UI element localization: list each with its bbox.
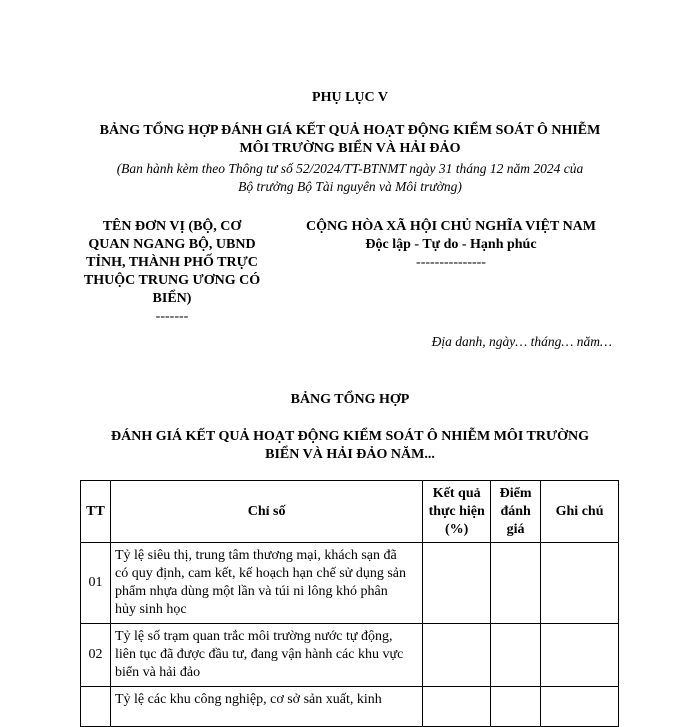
row-note-cell[interactable] (541, 624, 619, 687)
evaluation-title (0, 428, 700, 464)
summary-table (80, 480, 619, 727)
row-tt (81, 687, 111, 727)
nation-motto: Độc lập - Tự do - Hạnh phúc (365, 237, 537, 252)
issued-note (0, 160, 700, 196)
indicator-line: Tỷ lệ siêu thị, trung tâm thương mại, khách sạn đã (114, 548, 397, 563)
unit-name-line: QUAN NGANG BỘ, UBND (88, 237, 256, 252)
issued-note-line: (Ban hành kèm theo Thông tư số 52/2024/TT-BTNMT ngày 31 tháng 12 năm 2024 của (116, 161, 584, 176)
row-score-cell[interactable] (491, 624, 541, 687)
unit-name-line: THUỘC TRUNG ƯƠNG CÓ (83, 273, 261, 288)
row-note-cell[interactable] (541, 687, 619, 727)
header-result-line: Kết quả (432, 485, 481, 501)
row-indicator (110, 687, 422, 727)
header-score-line: giá (506, 521, 525, 537)
unit-name-line: TÊN ĐƠN VỊ (BỘ, CƠ (102, 219, 242, 234)
row-indicator (110, 543, 422, 624)
header-indicator: Chỉ số (110, 481, 422, 543)
header-result (423, 481, 491, 543)
table-row (81, 543, 619, 624)
row-indicator (110, 624, 422, 687)
evaluation-title-line: BIỂN VÀ HẢI ĐẢO NĂM... (265, 447, 435, 462)
header-score-line: đánh (500, 503, 531, 519)
row-tt: 01 (81, 543, 111, 624)
header-tt: TT (81, 481, 111, 543)
row-note-cell[interactable] (541, 543, 619, 624)
summary-title: BẢNG TỔNG HỢP (290, 392, 410, 407)
main-title-line: BẢNG TỔNG HỢP ĐÁNH GIÁ KẾT QUẢ HOẠT ĐỘNG KIỂM SOÁT Ô NHIỄM (99, 123, 601, 138)
row-result-cell[interactable] (423, 624, 491, 687)
unit-name-block (72, 218, 272, 326)
indicator-line: Tỷ lệ các khu công nghiệp, cơ sở sản xuất, kinh (114, 692, 382, 707)
indicator-line: liên tục đã được đầu tư, đang vận hành các khu vực (114, 647, 404, 662)
header-note: Ghi chú (541, 481, 619, 543)
nation-name: CỘNG HÒA XÃ HỘI CHỦ NGHĨA VIỆT NAM (305, 219, 596, 234)
row-score-cell[interactable] (491, 687, 541, 727)
place-date: Địa danh, ngày… tháng… năm… (431, 334, 612, 349)
indicator-line: biển và hải đảo (114, 665, 201, 680)
main-title-line: MÔI TRƯỜNG BIỂN VÀ HẢI ĐẢO (239, 141, 461, 156)
evaluation-title-line: ĐÁNH GIÁ KẾT QUẢ HOẠT ĐỘNG KIỂM SOÁT Ô NHIỄM MÔI TRƯỜNG (111, 429, 589, 444)
row-result-cell[interactable] (423, 687, 491, 727)
unit-name-line: TỈNH, THÀNH PHỐ TRỰC (86, 255, 258, 270)
indicator-line: phẩm nhựa dùng một lần và túi ni lông khó phân (114, 584, 388, 599)
row-tt: 02 (81, 624, 111, 687)
main-title (0, 122, 700, 158)
indicator-line: có quy định, cam kết, kế hoạch hạn chế sử dụng sản (114, 566, 406, 581)
nation-divider: --------------- (416, 255, 486, 270)
table-row (81, 624, 619, 687)
table-row (81, 687, 619, 727)
row-result-cell[interactable] (423, 543, 491, 624)
unit-divider: ------- (155, 309, 189, 324)
indicator-line: hủy sinh học (114, 602, 187, 617)
table-header-row (81, 481, 619, 543)
unit-name-line: BIỂN) (152, 291, 192, 306)
indicator-line: Tỷ lệ số trạm quan trắc môi trường nước tự động, (114, 629, 393, 644)
header-score (491, 481, 541, 543)
national-motto-block (283, 218, 619, 272)
issued-note-line: Bộ trưởng Bộ Tài nguyên và Môi trường) (238, 179, 462, 194)
header-result-line: (%) (445, 521, 469, 537)
header-score-line: Điểm (499, 485, 532, 501)
header-result-line: thực hiện (428, 503, 485, 519)
appendix-title: PHỤ LỤC V (312, 90, 388, 105)
row-score-cell[interactable] (491, 543, 541, 624)
